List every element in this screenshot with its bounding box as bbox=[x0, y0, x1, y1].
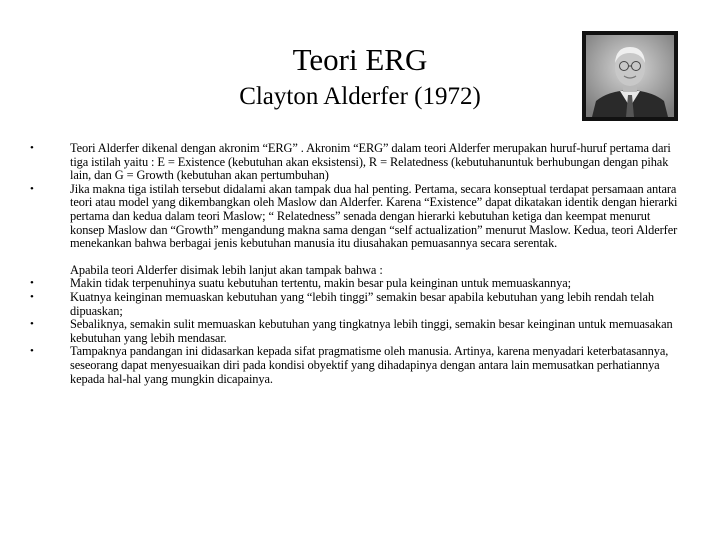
bullet-item bbox=[30, 318, 680, 345]
bullet-text: Makin tidak terpenuhinya suatu kebutuhan tertentu, makin besar pula keinginan untuk memuaskannya; bbox=[70, 276, 571, 291]
bullet-marker: • bbox=[30, 182, 34, 195]
bullet-item bbox=[30, 183, 680, 251]
bullet-text: Tampaknya pandangan ini didasarkan kepada sifat pragmatisme oleh manusia. Artinya, karena menyadari keterbatasannya, seseorang dapat menyesuaikan diri pada kondisi obyektif yang dihadapinya dengan antara lain memusatkan perhatiannya kepada hal-hal yang mungkin dicapainya. bbox=[70, 344, 669, 386]
bullet-marker: • bbox=[30, 277, 34, 290]
bullet-marker: • bbox=[30, 290, 34, 303]
bullet-marker: • bbox=[30, 142, 34, 154]
bullet-text: Kuatnya keinginan memuaskan kebutuhan yang “lebih tinggi” semakin besar apabila kebutuhan yang lebih rendah telah dipuaskan; bbox=[70, 289, 654, 318]
portrait-photo-image bbox=[586, 35, 674, 117]
bullet-text: Sebaliknya, semakin sulit memuaskan kebutuhan yang tingkatnya lebih tinggi, semakin besar keinginan untuk memuasakan kebutuhan yang lebih mendasar. bbox=[70, 317, 673, 345]
bullet-item bbox=[30, 345, 680, 386]
bullet-marker: • bbox=[30, 345, 34, 358]
bullet-text: Jika makna tiga istilah tersebut didalami akan tampak dua hal penting. Pertama, secara konseptual terdapat persamaan antara teori atau model yang dikembangkan oleh Maslow dan Alderfer. Karena “Existence” dapat dikatakan identik dengan hierarki pertama dan kedua dalam teori Maslow; “ Relatedness” senada dengan hierarki kebutuhan ketiga dan keempat menurut konsep Maslow dan “Growth” mengandung makna sama dengan “self actualization” menurut Maslow. Kedua, teori Alderfer menekankan bahwa berbagai jenis kebutuhan manusia itu diusahakan pemuasannya secara serentak. bbox=[70, 181, 678, 251]
slide-title: Teori ERG bbox=[292, 42, 428, 77]
intro-text: Apabila teori Alderfer disimak lebih lanjut akan tampak bahwa : bbox=[70, 262, 383, 277]
slide-body bbox=[30, 142, 680, 386]
portrait-photo bbox=[582, 31, 678, 121]
bullet-item bbox=[30, 142, 680, 183]
bullet-item bbox=[30, 291, 680, 318]
bullet-text: Teori Alderfer dikenal dengan akronim “ERG” . Akronim “ERG” dalam teori Alderfer merupakan huruf-huruf pertama dari tiga istilah yaitu : E = Existence (kebutuhan akan eksistensi), R = Relatedness (kebutuhanuntuk berhubungan dengan pihak lain, dan G = Growth (kebutuhan akan pertumbuhan) bbox=[70, 141, 671, 183]
bullet-marker: • bbox=[30, 318, 34, 331]
bullet-item bbox=[30, 277, 680, 291]
slide-subtitle: Clayton Alderfer (1972) bbox=[239, 83, 481, 110]
